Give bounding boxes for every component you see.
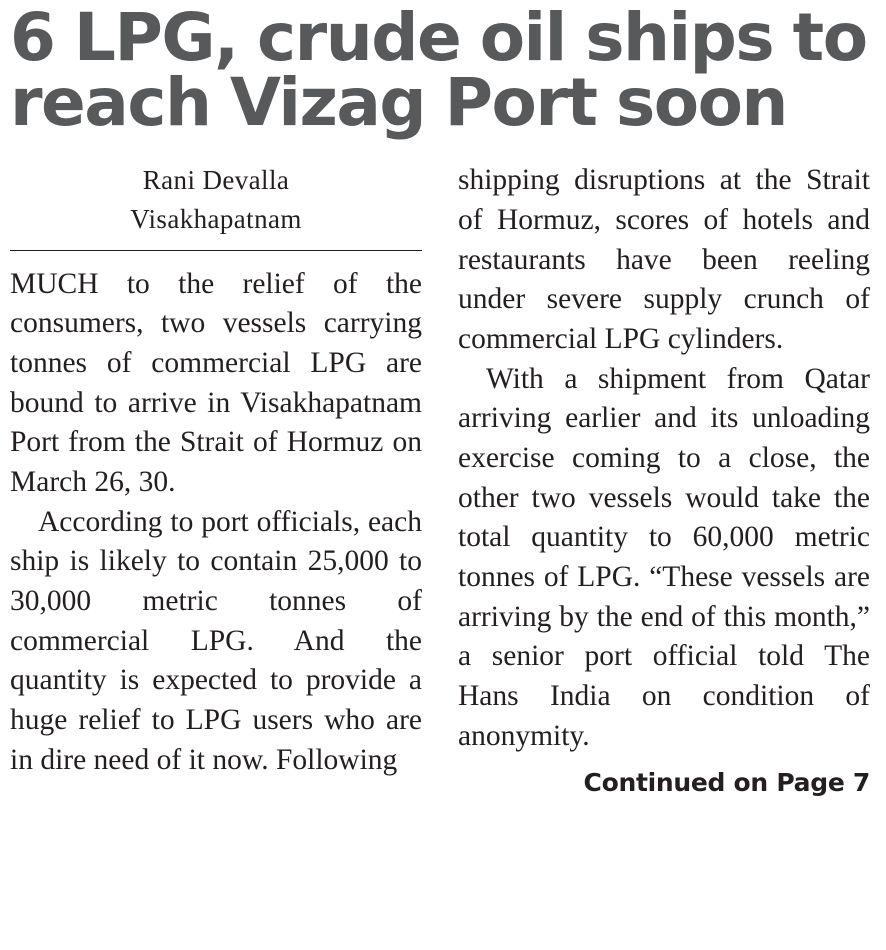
byline-location: Visakhapatnam bbox=[130, 204, 302, 235]
headline-line-1: 6 LPG, crude oil ships to bbox=[10, 0, 867, 76]
continued-note: Continued on Page 7 bbox=[583, 768, 870, 798]
byline-divider bbox=[10, 250, 422, 251]
article-body-right bbox=[458, 161, 870, 756]
paragraph: According to port officials, each ship is likely to contain 25,000 to 30,000 metric tonnes of commercial LPG. And the quantity is expected to provide a huge relief to LPG users who are in dire need of it now. Following bbox=[10, 505, 422, 776]
page-title bbox=[10, 0, 876, 141]
byline bbox=[10, 161, 422, 239]
article-column-right bbox=[458, 161, 870, 797]
paragraph: With a shipment from Qatar arriving earlier and its unloading exercise coming to a close, the other two vessels would take the total quantity to 60,000 metric tonnes of LPG. “These vessels are arriving by the end of this month,” a senior port official told The Hans India on condition of anonymity. bbox=[458, 362, 870, 752]
article-body-left bbox=[10, 265, 422, 781]
paragraph: shipping disruptions at the Strait of Hormuz, scores of hotels and restaurants have been reeling under severe supply crunch of commercial LPG cylinders. bbox=[458, 164, 870, 356]
article-columns bbox=[10, 161, 876, 797]
paragraph: MUCH to the relief of the consumers, two vessels carrying tonnes of commercial LPG are bound to arrive in Visakhapatnam Port from the Strait of Hormuz on March 26, 30. bbox=[10, 267, 422, 498]
headline-line-2: reach Vizag Port soon bbox=[10, 63, 787, 141]
byline-author: Rani Devalla bbox=[142, 165, 290, 196]
article-column-left bbox=[10, 161, 422, 797]
